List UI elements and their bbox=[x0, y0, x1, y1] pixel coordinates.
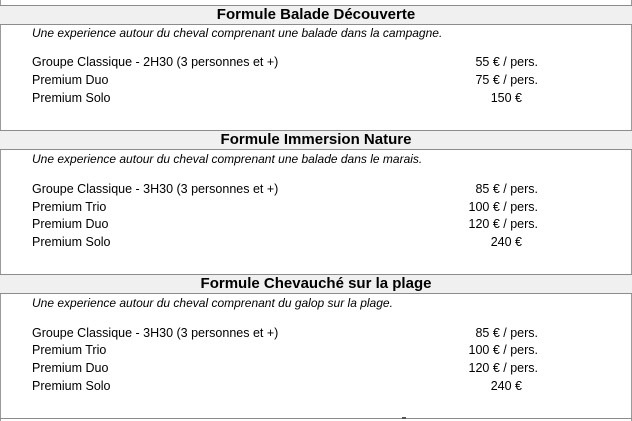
formula-option-label: Premium Trio bbox=[32, 343, 107, 357]
formula-option-label: Premium Solo bbox=[32, 235, 111, 249]
cropped-mark bbox=[402, 417, 406, 419]
formula-option-price: 120 € / pers. bbox=[468, 361, 538, 375]
formula-option-price: 150 € bbox=[490, 91, 522, 105]
formula-option-label: Premium Trio bbox=[32, 200, 107, 214]
left-border bbox=[0, 0, 1, 421]
formula-option-price: 240 € bbox=[490, 379, 522, 393]
formula-option-price: 240 € bbox=[490, 235, 522, 249]
section-description: Une experience autour du cheval comprenant du galop sur la plage. bbox=[32, 296, 393, 310]
formula-option-label: Premium Solo bbox=[32, 91, 111, 105]
formula-option-label: Premium Duo bbox=[32, 361, 109, 375]
section-title: Formule Chevauché sur la plage bbox=[200, 275, 432, 292]
section-title: Formule Immersion Nature bbox=[220, 131, 412, 148]
formula-option-label: Premium Duo bbox=[32, 73, 109, 87]
formula-option-price: 85 € / pers. bbox=[475, 182, 538, 196]
next-section-border bbox=[0, 418, 632, 419]
formula-option-price: 75 € / pers. bbox=[475, 73, 538, 87]
formula-option-price: 85 € / pers. bbox=[475, 326, 538, 340]
formula-option-price: 55 € / pers. bbox=[475, 55, 538, 69]
formula-option-label: Groupe Classique - 3H30 (3 personnes et +) bbox=[32, 326, 279, 340]
formula-option-label: Groupe Classique - 3H30 (3 personnes et +) bbox=[32, 182, 279, 196]
section-description: Une experience autour du cheval comprenant une balade dans le marais. bbox=[32, 152, 423, 166]
formula-option-price: 100 € / pers. bbox=[468, 343, 538, 357]
section-title: Formule Balade Découverte bbox=[216, 6, 416, 23]
formula-option-label: Premium Solo bbox=[32, 379, 111, 393]
section-description: Une experience autour du cheval comprenant une balade dans la campagne. bbox=[32, 26, 443, 40]
formula-option-label: Premium Duo bbox=[32, 217, 109, 231]
formula-option-price: 120 € / pers. bbox=[468, 217, 538, 231]
formula-option-label: Groupe Classique - 2H30 (3 personnes et +) bbox=[32, 55, 279, 69]
formula-option-price: 100 € / pers. bbox=[468, 200, 538, 214]
